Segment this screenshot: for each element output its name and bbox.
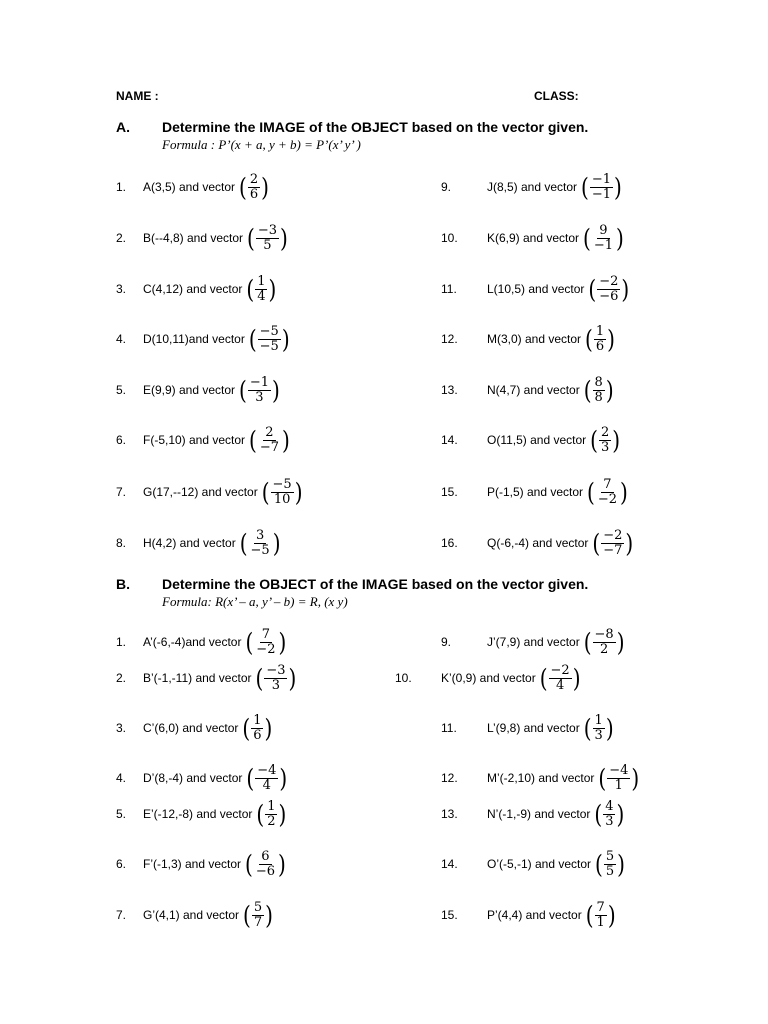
vector-components [593, 376, 605, 405]
right-parenthesis: ) [279, 763, 288, 793]
vector-components [592, 224, 615, 253]
left-parenthesis: ( [239, 172, 247, 202]
left-parenthesis: ( [246, 274, 255, 304]
column-vector [584, 628, 625, 657]
column-vector [590, 426, 620, 455]
vector-components [590, 173, 613, 202]
problem-text: N(4,7) and vector [487, 383, 580, 397]
vector-components [593, 714, 605, 743]
problem-text: N’(-1,-9) and vector [487, 807, 591, 821]
problem-item [487, 420, 620, 460]
right-parenthesis: ) [265, 900, 273, 930]
column-vector [249, 325, 290, 354]
problem-number: 16. [441, 536, 458, 550]
problem-item [441, 658, 581, 698]
right-parenthesis: ) [264, 713, 273, 743]
right-parenthesis: ) [272, 375, 280, 405]
vector-x-component: 7 [596, 899, 605, 915]
column-vector [584, 714, 614, 743]
vector-x-component: 1 [594, 712, 603, 728]
vector-x-component: −3 [257, 222, 278, 238]
problem-number: 2. [116, 671, 127, 685]
vector-components [264, 664, 287, 693]
problem-item [143, 420, 290, 460]
vector-y-component: 4 [257, 288, 266, 304]
left-parenthesis: ( [239, 528, 248, 558]
column-vector [246, 275, 276, 304]
column-vector [246, 764, 287, 793]
problem-number: 13. [441, 807, 458, 821]
problem-text: H(4,2) and vector [143, 536, 236, 550]
problem-item [143, 758, 287, 798]
vector-components [255, 275, 267, 304]
problem-text: L(10,5) and vector [487, 282, 585, 296]
right-parenthesis: ) [268, 274, 277, 304]
problem-item [487, 319, 615, 359]
vector-components [604, 850, 616, 879]
column-vector [240, 529, 281, 558]
right-parenthesis: ) [261, 172, 269, 202]
vector-y-component: −1 [593, 237, 614, 253]
left-parenthesis: ( [594, 799, 603, 829]
problem-number: 12. [441, 771, 458, 785]
vector-components [249, 529, 272, 558]
problem-text: K(6,9) and vector [487, 231, 580, 245]
right-parenthesis: ) [607, 324, 615, 354]
vector-x-component: −4 [257, 762, 277, 778]
vector-components [248, 173, 260, 202]
problem-item [143, 370, 280, 410]
problem-text: M(3,0) and vector [487, 332, 582, 346]
problem-number: 5. [116, 383, 127, 397]
vector-y-component: −5 [250, 542, 270, 558]
vector-y-component: 3 [271, 677, 281, 693]
problem-text: G(17,--12) and vector [143, 485, 258, 499]
column-vector [239, 376, 280, 405]
vector-y-component: 7 [253, 914, 263, 930]
vector-y-component: −6 [599, 288, 619, 304]
problem-item [487, 370, 614, 410]
right-parenthesis: ) [278, 627, 287, 657]
left-parenthesis: ( [248, 324, 257, 354]
class-label: CLASS: [534, 89, 579, 103]
vector-components [252, 901, 264, 930]
section-a-title: Determine the IMAGE of the OBJECT based on the vector given. [162, 119, 589, 135]
problem-item [143, 895, 273, 935]
problem-text: A’(-6,-4)and vector [143, 635, 242, 649]
problem-number: 14. [441, 857, 458, 871]
left-parenthesis: ( [581, 172, 589, 202]
column-vector [239, 173, 269, 202]
vector-components [258, 325, 281, 354]
left-parenthesis: ( [246, 763, 255, 793]
column-vector [586, 901, 616, 930]
section-b-letter: B. [116, 576, 130, 592]
vector-components [254, 628, 277, 657]
vector-y-component: 1 [614, 777, 623, 793]
problem-text: P’(4,4) and vector [487, 908, 582, 922]
left-parenthesis: ( [247, 223, 255, 253]
column-vector [595, 850, 625, 879]
column-vector [584, 376, 614, 405]
right-parenthesis: ) [605, 713, 614, 743]
vector-x-component: −1 [249, 374, 270, 390]
problem-item [487, 218, 624, 258]
vector-y-component: 3 [605, 813, 614, 829]
problem-number: 13. [441, 383, 458, 397]
vector-x-component: −2 [603, 527, 623, 543]
right-parenthesis: ) [605, 375, 614, 405]
vector-x-component: −3 [266, 662, 286, 678]
left-parenthesis: ( [583, 223, 591, 253]
vector-y-component: −7 [259, 439, 280, 455]
problem-item [143, 844, 286, 884]
problem-number: 11. [441, 282, 457, 296]
vector-y-component: −6 [255, 863, 276, 879]
right-parenthesis: ) [278, 849, 286, 879]
problem-item [487, 708, 614, 748]
problem-text: B’(-1,-11) and vector [143, 671, 252, 685]
problem-item [143, 218, 288, 258]
problem-item [143, 269, 276, 309]
left-parenthesis: ( [587, 477, 595, 507]
problem-item [487, 758, 639, 798]
vector-x-component: 2 [600, 424, 610, 440]
vector-x-component: 2 [249, 171, 259, 187]
vector-y-component: 5 [263, 237, 272, 253]
problem-item [143, 472, 303, 512]
right-parenthesis: ) [620, 477, 628, 507]
problem-text: E(9,9) and vector [143, 383, 236, 397]
problem-item [143, 794, 286, 834]
vector-components [595, 901, 607, 930]
left-parenthesis: ( [583, 627, 592, 657]
left-parenthesis: ( [585, 900, 594, 930]
vector-x-component: 1 [267, 798, 276, 814]
right-parenthesis: ) [282, 425, 290, 455]
section-a-letter: A. [116, 119, 130, 135]
problem-item [487, 794, 624, 834]
left-parenthesis: ( [255, 663, 264, 693]
problem-number: 5. [116, 807, 127, 821]
problem-number: 6. [116, 857, 127, 871]
vector-x-component: 1 [257, 273, 266, 289]
vector-y-component: 4 [555, 677, 565, 693]
vector-y-component: 2 [599, 641, 609, 657]
problem-item [143, 167, 269, 207]
vector-components [255, 764, 278, 793]
problem-number: 4. [116, 771, 127, 785]
vector-components [597, 275, 620, 304]
left-parenthesis: ( [583, 375, 592, 405]
vector-y-component: 1 [596, 914, 605, 930]
vector-y-component: −1 [591, 186, 612, 202]
section-b-formula: Formula: R(x’ – a, y’ – b) = R, (x y) [162, 594, 348, 609]
problem-text: O’(-5,-1) and vector [487, 857, 592, 871]
vector-x-component: −2 [550, 662, 570, 678]
vector-y-component: 5 [605, 863, 615, 879]
problem-number: 1. [116, 635, 127, 649]
problem-text: G’(4,1) and vector [143, 908, 240, 922]
vector-y-component: −2 [597, 491, 618, 507]
vector-components [594, 325, 606, 354]
vector-x-component: 5 [253, 899, 263, 915]
vector-components [271, 478, 294, 507]
right-parenthesis: ) [616, 223, 624, 253]
column-vector [592, 529, 633, 558]
vector-x-component: 4 [605, 798, 614, 814]
column-vector [262, 478, 303, 507]
problem-text: D(10,11)and vector [143, 332, 245, 346]
vector-x-component: 7 [261, 626, 271, 642]
vector-x-component: −5 [272, 476, 292, 492]
problem-number: 15. [441, 908, 458, 922]
column-vector [245, 850, 286, 879]
right-parenthesis: ) [616, 799, 625, 829]
problem-item [143, 319, 290, 359]
column-vector [245, 628, 286, 657]
column-vector [256, 664, 297, 693]
vector-components [258, 426, 281, 455]
left-parenthesis: ( [243, 900, 251, 930]
problem-number: 15. [441, 485, 458, 499]
vector-y-component: 3 [600, 439, 610, 455]
problem-item [487, 622, 625, 662]
problem-item [487, 472, 628, 512]
vector-y-component: 6 [595, 338, 605, 354]
problem-number: 10. [395, 671, 412, 685]
vector-x-component: 1 [595, 323, 605, 339]
left-parenthesis: ( [583, 713, 592, 743]
problem-text: Q(-6,-4) and vector [487, 536, 589, 550]
right-parenthesis: ) [572, 663, 581, 693]
problem-text: P(-1,5) and vector [487, 485, 584, 499]
problem-number: 12. [441, 332, 458, 346]
problem-number: 10. [441, 231, 458, 245]
section-b-title: Determine the OBJECT of the IMAGE based on the vector given. [162, 576, 589, 592]
vector-x-component: −8 [594, 626, 614, 642]
left-parenthesis: ( [588, 274, 597, 304]
left-parenthesis: ( [595, 849, 603, 879]
name-label: NAME : [116, 89, 159, 103]
column-vector [581, 173, 622, 202]
vector-components [599, 426, 611, 455]
problem-text: L’(9,8) and vector [487, 721, 580, 735]
right-parenthesis: ) [280, 223, 288, 253]
left-parenthesis: ( [598, 763, 607, 793]
vector-components [603, 800, 615, 829]
left-parenthesis: ( [590, 425, 598, 455]
column-vector [583, 224, 624, 253]
vector-x-component: 8 [594, 374, 603, 390]
column-vector [249, 426, 290, 455]
right-parenthesis: ) [281, 324, 290, 354]
right-parenthesis: ) [294, 477, 303, 507]
problem-text: A(3,5) and vector [143, 180, 236, 194]
column-vector [587, 478, 628, 507]
right-parenthesis: ) [625, 528, 634, 558]
right-parenthesis: ) [616, 627, 625, 657]
vector-x-component: 2 [265, 424, 274, 440]
vector-y-component: 6 [249, 186, 259, 202]
left-parenthesis: ( [256, 799, 265, 829]
vector-components [607, 764, 630, 793]
column-vector [256, 800, 286, 829]
column-vector [242, 714, 272, 743]
right-parenthesis: ) [272, 528, 281, 558]
left-parenthesis: ( [261, 477, 270, 507]
vector-components [265, 800, 277, 829]
left-parenthesis: ( [585, 324, 593, 354]
problem-number: 8. [116, 536, 127, 550]
problem-number: 9. [441, 635, 452, 649]
column-vector [594, 800, 624, 829]
vector-x-component: 6 [261, 848, 270, 864]
vector-components [251, 714, 263, 743]
problem-text: D’(8,-4) and vector [143, 771, 243, 785]
right-parenthesis: ) [278, 799, 287, 829]
problem-item [143, 523, 281, 563]
vector-components [596, 478, 619, 507]
vector-components [549, 664, 572, 693]
problem-text: F’(-1,3) and vector [143, 857, 242, 871]
vector-y-component: 2 [267, 813, 276, 829]
vector-x-component: 1 [253, 712, 262, 728]
vector-x-component: −2 [599, 273, 619, 289]
vector-y-component: 4 [262, 777, 271, 793]
right-parenthesis: ) [617, 849, 625, 879]
problem-text: K’(0,9) and vector [441, 671, 536, 685]
problem-text: E’(-12,-8) and vector [143, 807, 253, 821]
problem-text: M’(-2,10) and vector [487, 771, 595, 785]
vector-x-component: 5 [605, 848, 615, 864]
vector-components [601, 529, 624, 558]
left-parenthesis: ( [249, 425, 257, 455]
vector-components [593, 628, 616, 657]
left-parenthesis: ( [245, 849, 253, 879]
vector-y-component: 3 [255, 389, 264, 405]
vector-x-component: 9 [599, 222, 608, 238]
vector-y-component: 8 [594, 389, 603, 405]
column-vector [540, 664, 581, 693]
problem-text: J’(7,9) and vector [487, 635, 580, 649]
problem-item [143, 708, 272, 748]
problem-number: 3. [116, 721, 127, 735]
vector-y-component: −7 [603, 542, 623, 558]
problem-item [487, 167, 622, 207]
left-parenthesis: ( [242, 713, 251, 743]
vector-components [254, 850, 277, 879]
left-parenthesis: ( [539, 663, 548, 693]
problem-text: B(--4,8) and vector [143, 231, 244, 245]
right-parenthesis: ) [607, 900, 616, 930]
right-parenthesis: ) [631, 763, 640, 793]
problem-item [143, 658, 296, 698]
column-vector [598, 764, 639, 793]
left-parenthesis: ( [592, 528, 601, 558]
problem-number: 1. [116, 180, 127, 194]
vector-y-component: 3 [594, 727, 603, 743]
section-a-formula: Formula : P’(x + a, y + b) = P’(x’ y’ ) [162, 137, 361, 152]
vector-x-component: −5 [259, 323, 279, 339]
vector-y-component: −5 [259, 338, 279, 354]
right-parenthesis: ) [288, 663, 297, 693]
problem-text: C(4,12) and vector [143, 282, 243, 296]
right-parenthesis: ) [612, 425, 621, 455]
problem-item [143, 622, 286, 662]
problem-number: 3. [116, 282, 127, 296]
column-vector [588, 275, 629, 304]
problem-item [487, 844, 625, 884]
problem-number: 4. [116, 332, 127, 346]
vector-x-component: −1 [591, 171, 612, 187]
vector-y-component: −2 [256, 641, 276, 657]
column-vector [247, 224, 288, 253]
problem-item [487, 523, 633, 563]
vector-components [248, 376, 271, 405]
column-vector [585, 325, 615, 354]
problem-number: 7. [116, 485, 127, 499]
problem-text: O(11,5) and vector [487, 433, 587, 447]
column-vector [243, 901, 273, 930]
problem-number: 7. [116, 908, 127, 922]
left-parenthesis: ( [239, 375, 247, 405]
vector-y-component: 6 [253, 727, 262, 743]
problem-text: J(8,5) and vector [487, 180, 578, 194]
right-parenthesis: ) [621, 274, 630, 304]
right-parenthesis: ) [614, 172, 622, 202]
problem-item [487, 269, 629, 309]
left-parenthesis: ( [245, 627, 254, 657]
problem-number: 14. [441, 433, 458, 447]
problem-text: F(-5,10) and vector [143, 433, 246, 447]
vector-x-component: −4 [609, 762, 629, 778]
problem-number: 11. [441, 721, 457, 735]
problem-item [487, 895, 616, 935]
vector-components [256, 224, 279, 253]
problem-number: 6. [116, 433, 127, 447]
problem-number: 2. [116, 231, 127, 245]
problem-text: C’(6,0) and vector [143, 721, 239, 735]
problem-number: 9. [441, 180, 452, 194]
vector-y-component: 10 [273, 491, 291, 507]
vector-x-component: 3 [255, 527, 265, 543]
vector-x-component: 7 [603, 476, 612, 492]
